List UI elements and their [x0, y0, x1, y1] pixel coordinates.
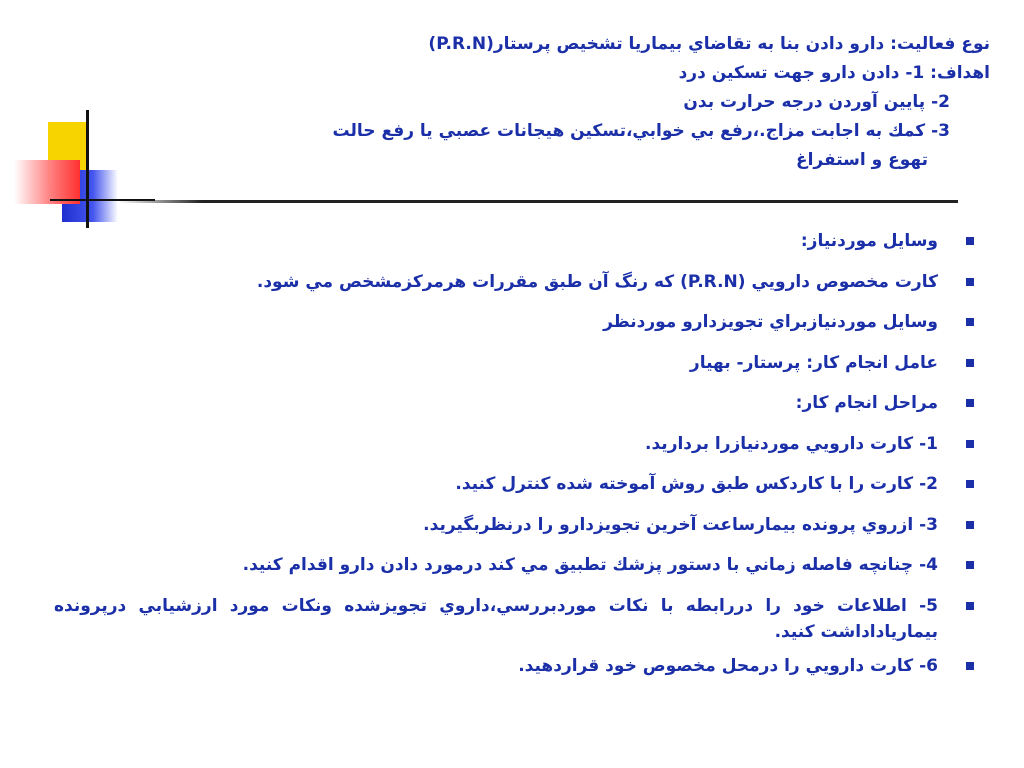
list-item: مراحل انجام كار: [54, 390, 954, 416]
bullet-icon [966, 278, 974, 286]
header-rule [118, 200, 958, 203]
objective-3: 3- كمك به اجابت مزاج.،رفع بي خوابي،تسكين هيجانات عصبي يا رفع حالت [332, 121, 950, 141]
decorative-squares [0, 0, 160, 240]
bullet-icon [966, 318, 974, 326]
red-square [14, 160, 80, 204]
objectives-line: اهداف: 1- دادن دارو جهت تسکين درد [678, 63, 990, 83]
list-item: 4- چنانچه فاصله زماني با دستور پزشك تطبيق مي كند درمورد دادن دارو اقدام كنيد. [54, 552, 954, 578]
objective-2: 2- پايين آوردن درجه حرارت بدن [683, 92, 950, 112]
bullet-list [54, 228, 954, 693]
slide-header [270, 30, 990, 175]
list-item: وسايل موردنيازبراي تجويزدارو موردنظر [54, 309, 954, 335]
list-item: كارت مخصوص دارويي (P.R.N) كه رنگ آن طبق مقررات هرمركزمشخص مي شود. [54, 269, 954, 295]
bullet-icon [966, 359, 974, 367]
vertical-line [86, 110, 89, 228]
list-item: 2- كارت را با كاردكس طبق روش آموخته شده كنترل كنيد. [54, 471, 954, 497]
bullet-icon [966, 440, 974, 448]
bullet-icon [966, 399, 974, 407]
objective-3-continued: تهوع و استفراغ [795, 150, 928, 170]
bullet-icon [966, 521, 974, 529]
list-item: عامل انجام كار: پرستار- بهيار [54, 350, 954, 376]
activity-type: نوع فعاليت: دارو دادن بنا به تقاضاي بيماريا تشخيص پرستار(P.R.N) [428, 34, 990, 54]
list-item: 1- كارت دارويي موردنيازرا برداريد. [54, 431, 954, 457]
bullet-icon [966, 480, 974, 488]
bullet-icon [966, 602, 974, 610]
list-item: 5- اطلاعات خود را دررابطه با نكات موردبررسي،داروي تجويزشده ونكات مورد ارزشيابي درپرونده بيمارياداداشت كنيد. [54, 593, 954, 645]
list-item: وسايل موردنياز: [54, 228, 954, 254]
list-item: 3- ازروي پرونده بيمارساعت آخرين تجويزدارو را درنظربگيريد. [54, 512, 954, 538]
list-item: 6- كارت دارويي را درمحل مخصوص خود قراردهيد. [54, 653, 954, 679]
bullet-icon [966, 662, 974, 670]
bullet-icon [966, 237, 974, 245]
bullet-icon [966, 561, 974, 569]
